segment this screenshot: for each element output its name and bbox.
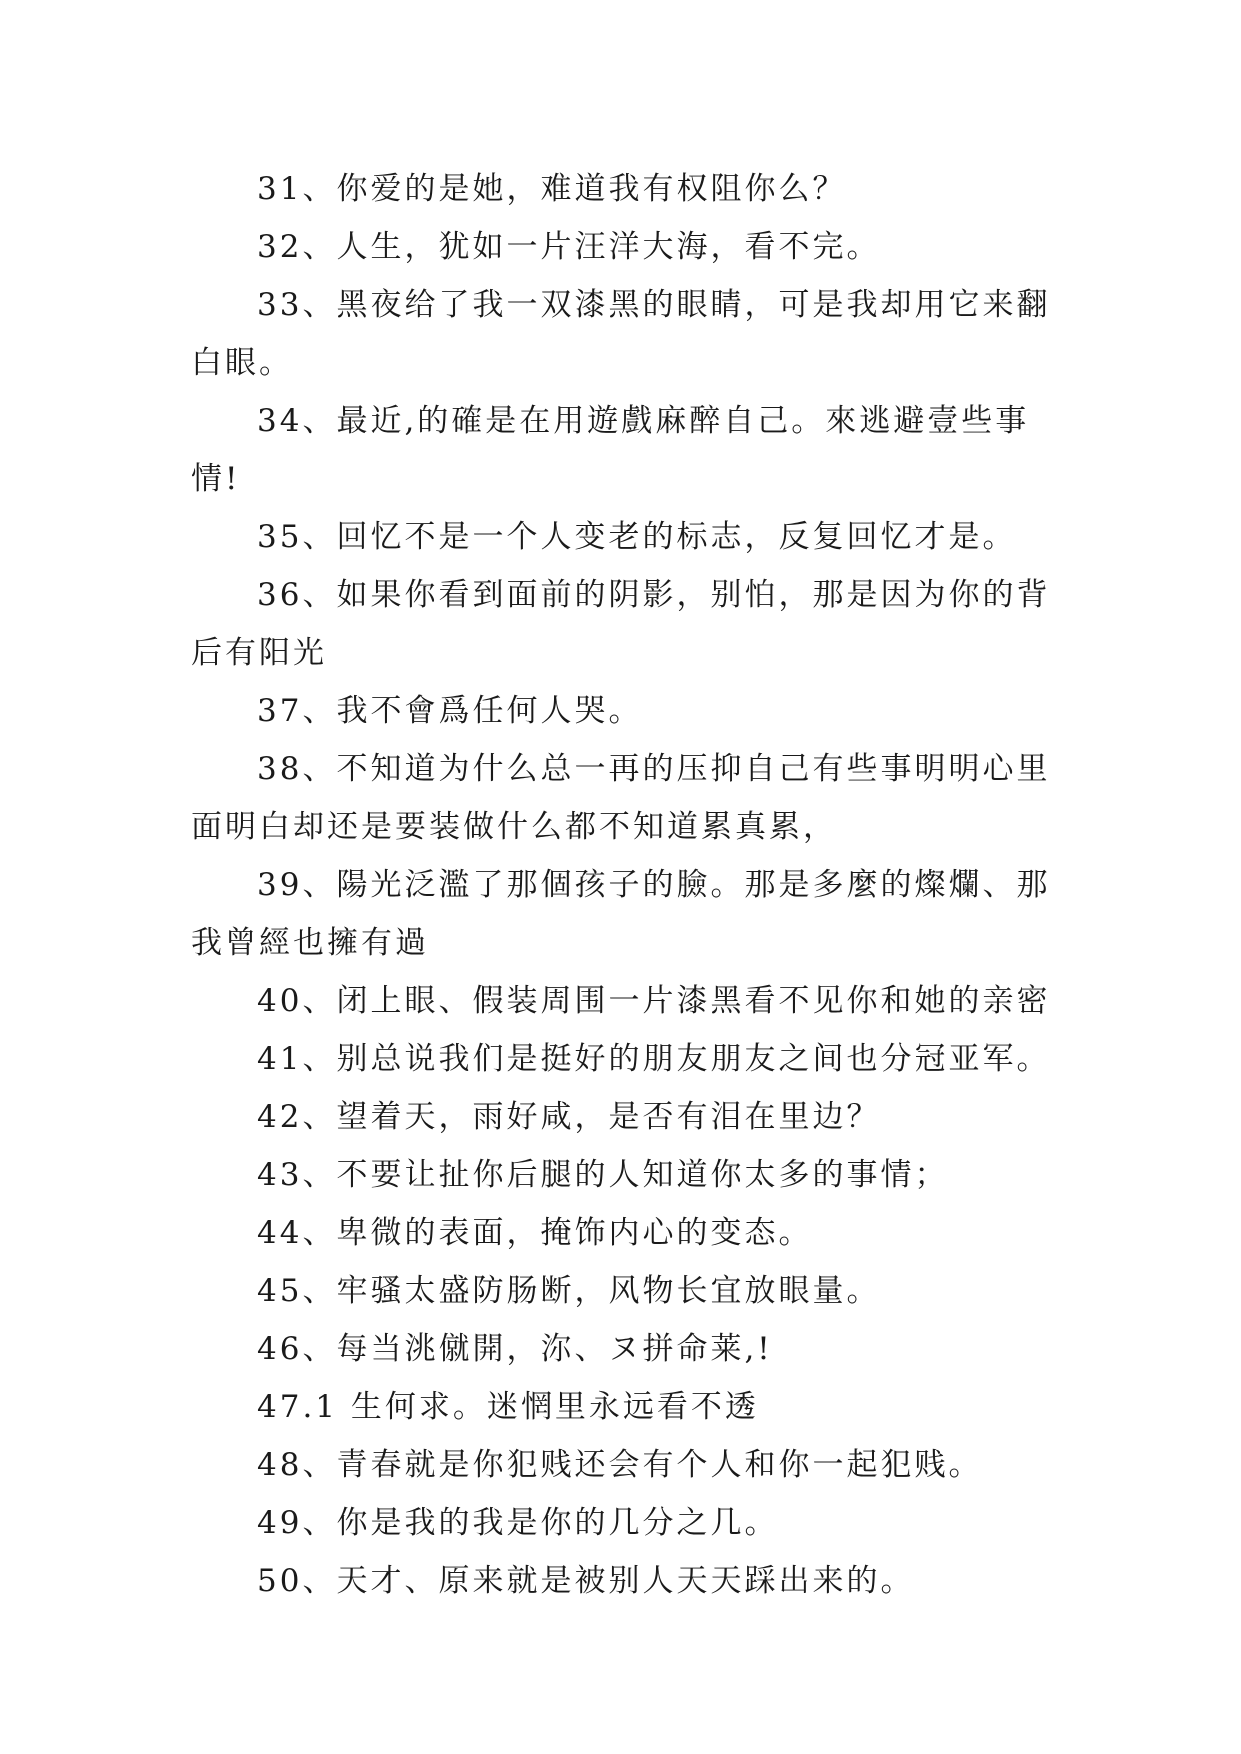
paragraph-44: 44、卑微的表面，掩饰内心的变态。 [257,1215,813,1251]
paragraph-49: 49、你是我的我是你的几分之几。 [257,1505,779,1541]
paragraph-42: 42、望着天，雨好咸，是否有泪在里边？ [257,1099,881,1135]
paragraph-39: 39、陽光泛濫了那個孩子的臉。那是多麼的燦爛、那我曾經也擁有過 [191,867,1051,961]
paragraph-32: 32、人生，犹如一片汪洋大海，看不完。 [257,229,881,265]
paragraph-43: 43、不要让扯你后腿的人知道你太多的事情； [257,1157,949,1193]
paragraph-31: 31、你爱的是她，难道我有权阻你么？ [257,171,847,207]
paragraph-33: 33、黑夜给了我一双漆黑的眼睛，可是我却用它来翻白眼。 [191,287,1051,381]
paragraph-35: 35、回忆不是一个人变老的标志，反复回忆才是。 [257,519,1017,555]
paragraph-46: 46、每当洮僦開，沵、ヌ拼命莱,! [257,1331,773,1367]
paragraph-34: 34、最近,的確是在用遊戲麻醉自己。來逃避壹些事情! [191,403,1030,497]
paragraph-47: 47.1 生何求。迷惘里永远看不透 [257,1389,759,1425]
paragraph-41: 41、别总说我们是挺好的朋友朋友之间也分冠亚军。 [257,1041,1051,1077]
paragraph-48: 48、青春就是你犯贱还会有个人和你一起犯贱。 [257,1447,983,1483]
paragraph-38: 38、不知道为什么总一再的压抑自己有些事明明心里面明白却还是要装做什么都不知道累真累， [191,751,1051,845]
paragraph-45: 45、牢骚太盛防肠断，风物长宜放眼量。 [257,1273,881,1309]
paragraph-36: 36、如果你看到面前的阴影，别怕，那是因为你的背后有阳光 [191,577,1051,671]
paragraph-40: 40、闭上眼、假装周围一片漆黑看不见你和她的亲密 [257,983,1051,1019]
document-body [191,160,1061,1610]
paragraph-50: 50、天才、原来就是被别人天天踩出来的。 [257,1563,915,1599]
paragraph-37: 37、我不會爲任何人哭。 [257,693,643,729]
